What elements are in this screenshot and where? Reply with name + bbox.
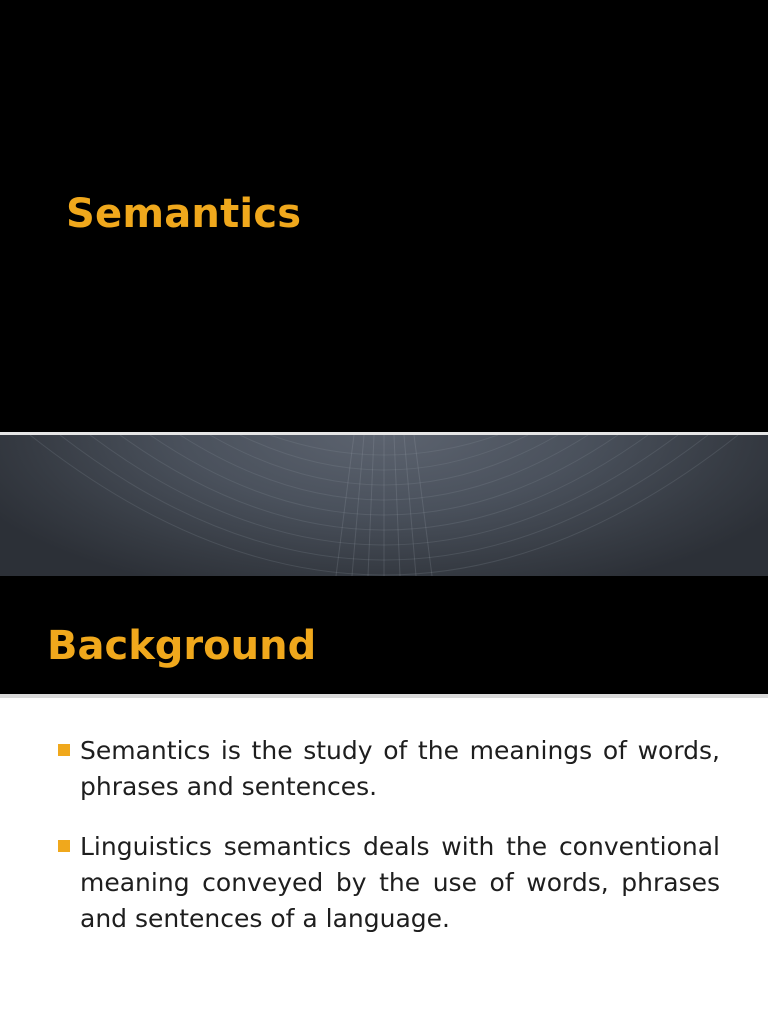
list-item [0,733,768,805]
title-slide [0,0,768,432]
title-underline [0,694,768,698]
bullet-list [0,733,768,961]
bullet-text: Linguistics semantics deals with the conventional meaning conveyed by the use of words, phrases and sentences of a language. [80,832,720,933]
content-slide [0,435,768,1024]
title-band [0,576,768,694]
square-bullet-icon [58,840,70,852]
decorative-gradient-band [0,435,768,576]
square-bullet-icon [58,744,70,756]
slide-title: Background [47,623,317,669]
decorative-arc-pattern [0,435,768,576]
bullet-text: Semantics is the study of the meanings of words, phrases and sentences. [80,736,720,801]
slide-title: Semantics [66,191,302,237]
list-item [0,829,768,937]
